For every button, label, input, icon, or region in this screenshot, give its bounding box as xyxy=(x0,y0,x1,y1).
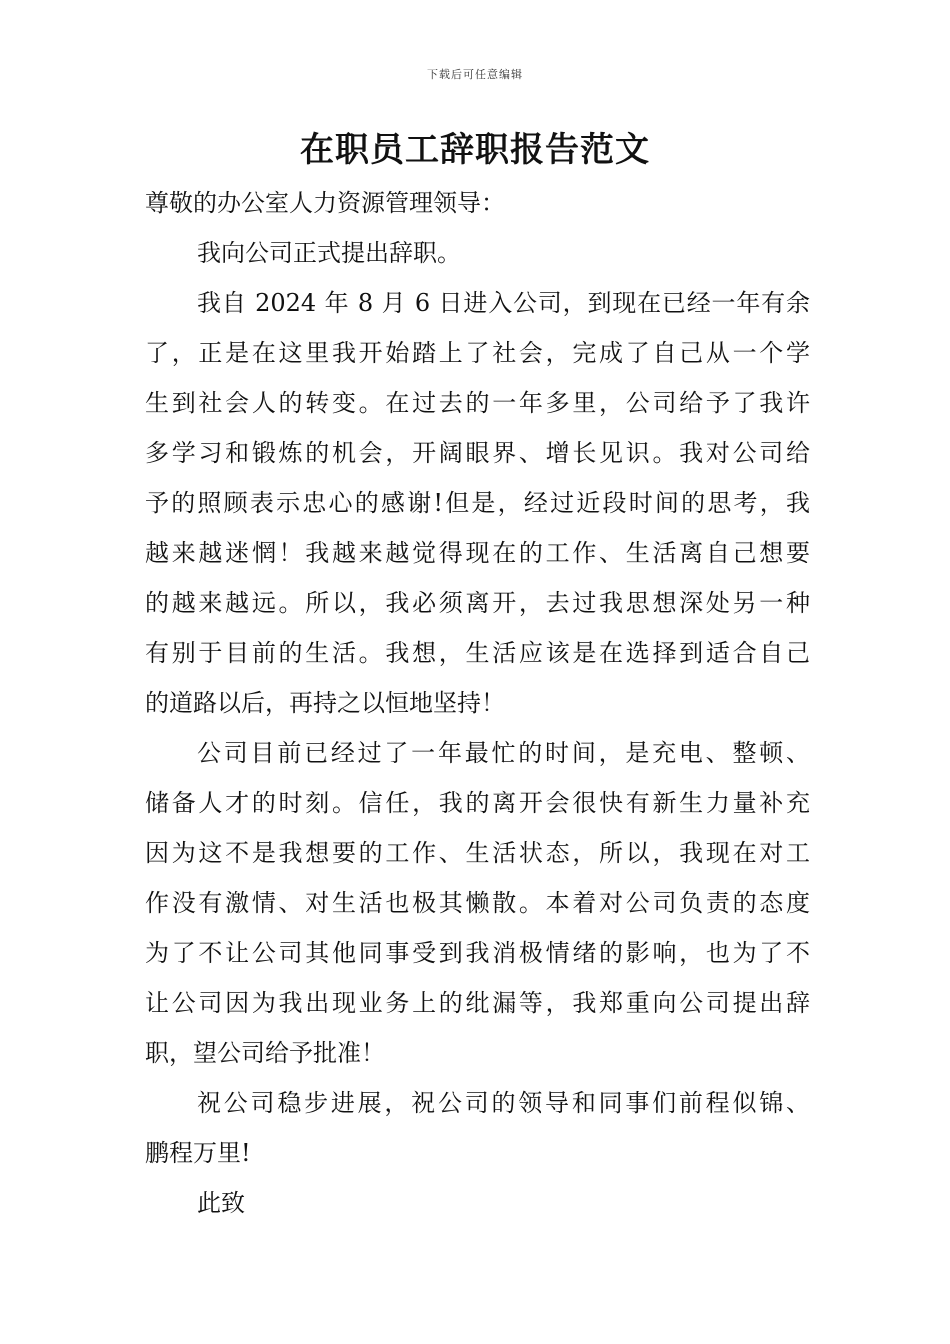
body-line: 公司目前已经过了一年最忙的时间，是充电、整顿、 xyxy=(197,739,810,767)
document-body xyxy=(145,178,810,1228)
body-line: 因为这不是我想要的工作、生活状态，所以，我现在对工 xyxy=(145,839,810,867)
body-line: 祝公司稳步进展，祝公司的领导和同事们前程似锦、 xyxy=(197,1089,810,1117)
body-line: 生到社会人的转变。在过去的一年多里，公司给予了我许 xyxy=(145,389,810,417)
header-note: 下载后可任意编辑 xyxy=(427,68,523,81)
body-line: 为了不让公司其他同事受到我消极情绪的影响，也为了不 xyxy=(145,939,810,967)
body-line: 职，望公司给予批准！ xyxy=(145,1039,385,1067)
body-line: 让公司因为我出现业务上的纰漏等，我郑重向公司提出辞 xyxy=(145,989,810,1017)
body-line: 作没有激情、对生活也极其懒散。本着对公司负责的态度 xyxy=(145,889,810,917)
body-line: 多学习和锻炼的机会，开阔眼界、增长见识。我对公司给 xyxy=(145,439,810,467)
body-line: 我向公司正式提出辞职。 xyxy=(197,239,461,267)
body-line: 的道路以后，再持之以恒地坚持！ xyxy=(145,689,505,717)
body-line: 储备人才的时刻。信任，我的离开会很快有新生力量补充 xyxy=(145,789,810,817)
body-line: 有别于目前的生活。我想，生活应该是在选择到适合自己 xyxy=(145,639,810,667)
body-line: 予的照顾表示忠心的感谢!但是，经过近段时间的思考，我 xyxy=(145,489,810,517)
body-line: 了，正是在这里我开始踏上了社会，完成了自己从一个学 xyxy=(145,339,810,367)
document-title: 在职员工辞职报告范文 xyxy=(300,130,650,170)
body-line: 越来越迷惘！我越来越觉得现在的工作、生活离自己想要 xyxy=(145,539,810,567)
body-line: 此致 xyxy=(197,1189,245,1217)
body-line: 鹏程万里! xyxy=(145,1139,251,1167)
body-line: 尊敬的办公室人力资源管理领导： xyxy=(145,189,505,217)
body-line: 我自 2024 年 8 月 6 日进入公司，到现在已经一年有余 xyxy=(197,289,810,317)
body-line: 的越来越远。所以，我必须离开，去过我思想深处另一种 xyxy=(145,589,810,617)
